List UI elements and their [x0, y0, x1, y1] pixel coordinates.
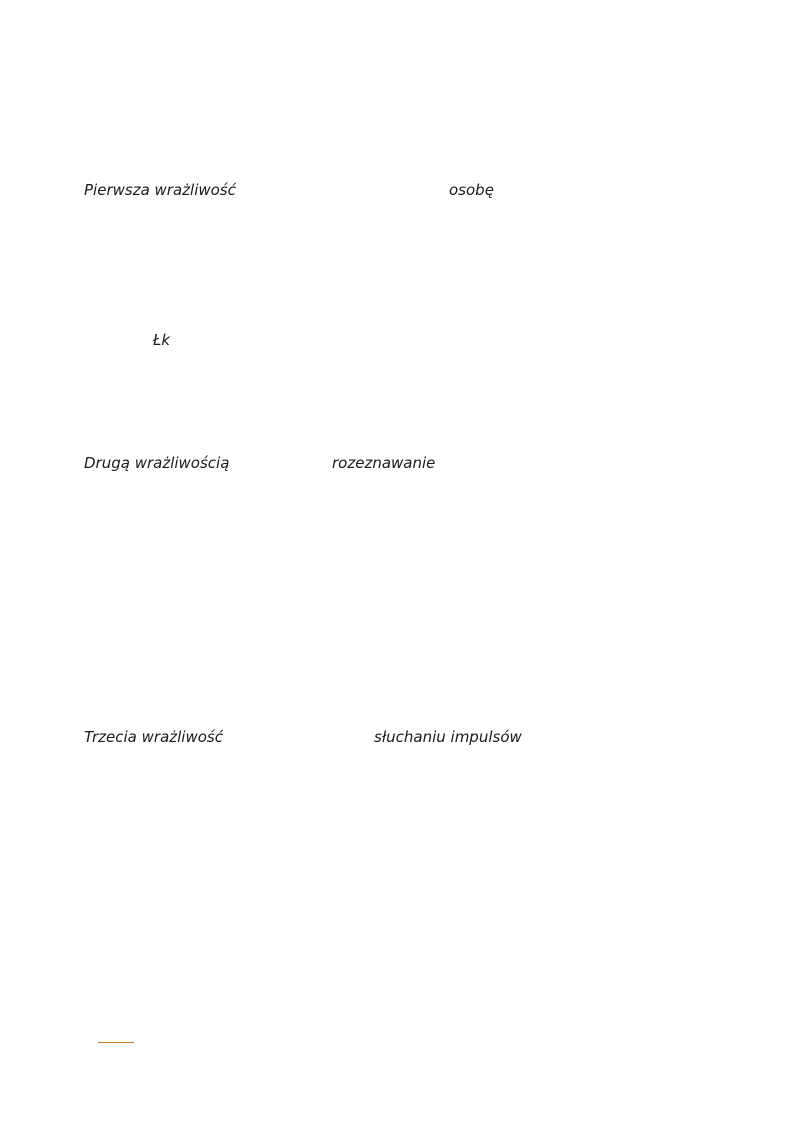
text-fragment-trzecia: Trzecia wrażliwość	[84, 728, 223, 746]
text-fragment-rozeznawanie: rozeznawanie	[332, 454, 436, 472]
text-fragment-sluchaniu: słuchaniu impulsów	[374, 728, 522, 746]
text-fragment-lk: Łk	[153, 331, 171, 349]
text-fragment-druga: Drugą wrażliwością	[84, 454, 230, 472]
text-fragment-osobe: osobę	[449, 181, 494, 199]
footnote-separator-rule	[98, 1042, 134, 1043]
text-fragment-pierwsza: Pierwsza wrażliwość	[84, 181, 236, 199]
